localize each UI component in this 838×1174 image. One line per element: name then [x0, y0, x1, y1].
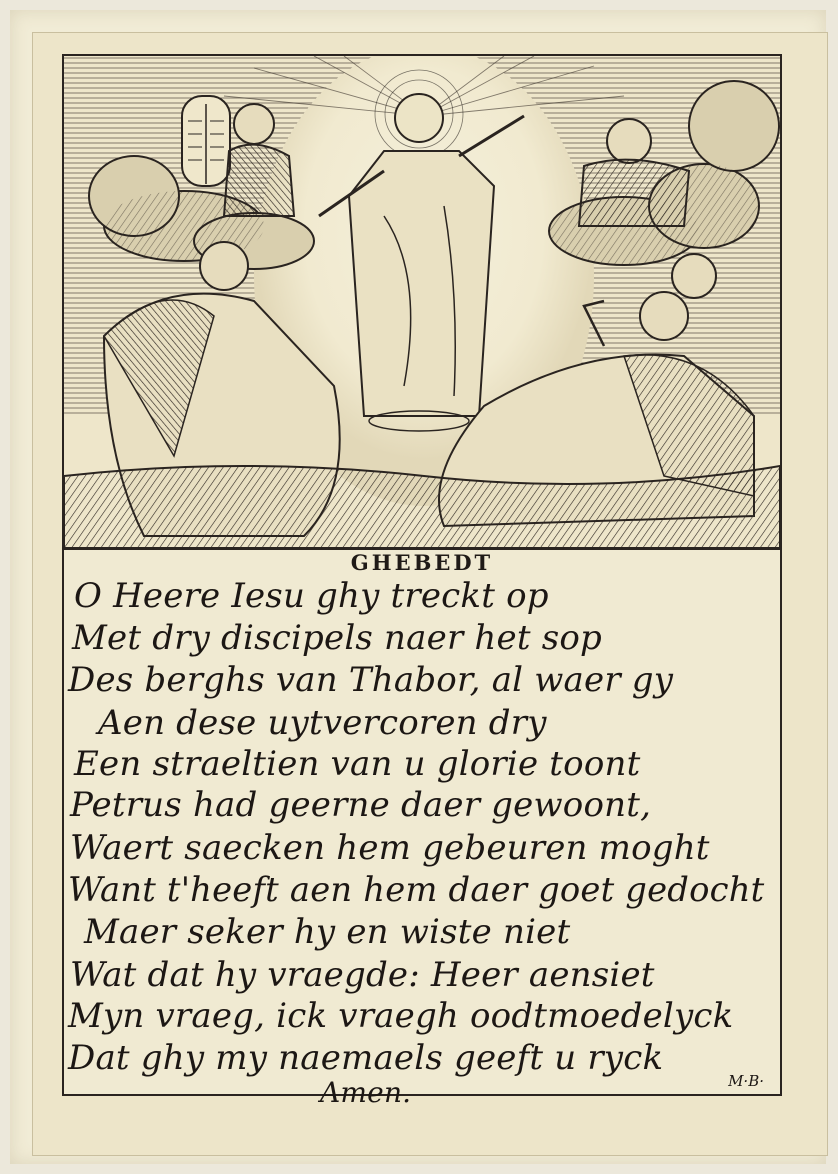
- verse-line: O Heere Iesu ghy treckt op: [74, 576, 549, 616]
- verse-line: Aen dese uytvercoren dry: [98, 703, 547, 743]
- verse-line: Wat dat hy vraegde: Heer aensiet: [70, 955, 655, 995]
- print-sheet: [10, 10, 826, 1164]
- verse-line: Myn vraeg, ick vraegh oodtmoedelyck: [68, 996, 734, 1036]
- engraver-monogram: M·B·: [728, 1072, 764, 1090]
- prayer-title: GHEBEDT: [350, 550, 494, 575]
- verse-line: Maer seker hy en wiste niet: [84, 912, 571, 952]
- engraving-frame: [62, 54, 782, 1109]
- verse-line: Waert saecken hem gebeuren moght: [70, 828, 710, 868]
- amen-line: Amen.: [320, 1076, 412, 1109]
- verse-line: Want t'heeft aen hem daer goet gedocht: [68, 870, 765, 910]
- verse-line: Petrus had geerne daer gewoont,: [70, 785, 652, 825]
- transfiguration-engraving: [64, 56, 780, 550]
- verse-line: Dat ghy my naemaels geeft u ryck: [68, 1038, 664, 1078]
- verse-line: Met dry discipels naer het sop: [72, 618, 602, 658]
- verse-line: Een straeltien van u glorie toont: [74, 744, 641, 784]
- verse-line: Des berghs van Thabor, al waer gy: [68, 660, 674, 700]
